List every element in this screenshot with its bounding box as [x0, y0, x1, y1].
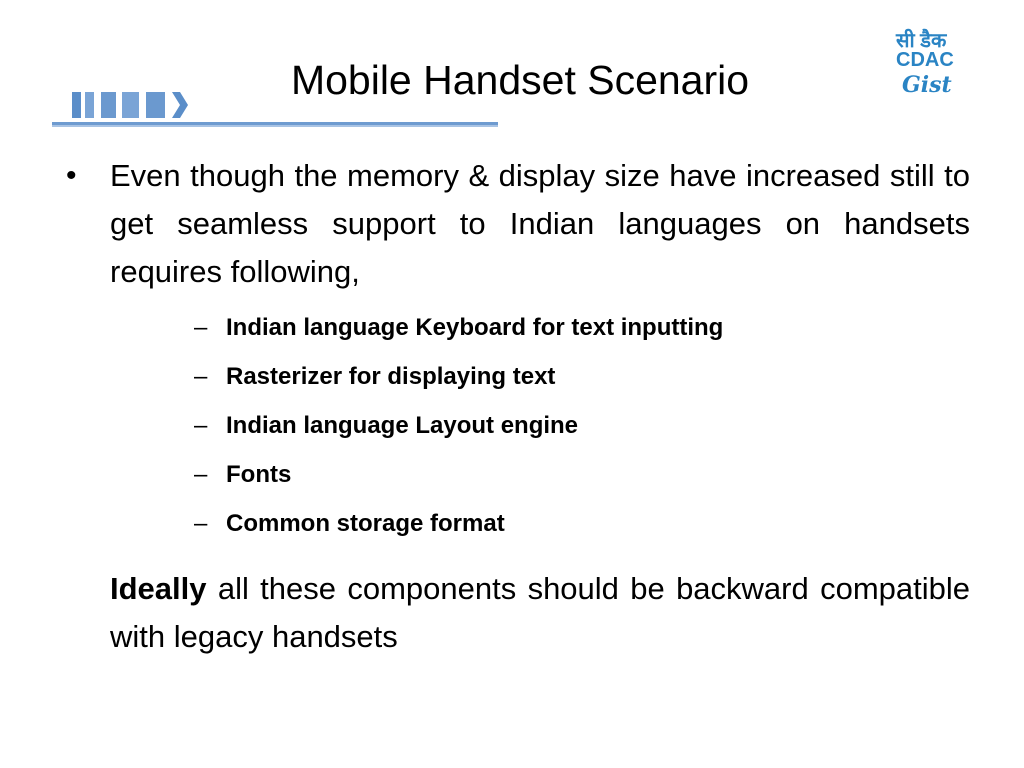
list-item-text: Indian language Layout engine [226, 412, 579, 439]
ideal-rest-text: all these components should be backward compatible with legacy handsets [110, 571, 970, 654]
list-item [66, 355, 970, 404]
sub-bullet-list [66, 306, 970, 551]
dash-icon: – [194, 363, 208, 390]
dash-icon: – [194, 412, 208, 439]
slide-content [66, 152, 970, 661]
slide-title: Mobile Handset Scenario [290, 57, 750, 103]
ideal-bold-word: Ideally [110, 571, 207, 606]
list-item-text: Common storage format [226, 510, 505, 537]
logo-gist-text: Gist [902, 72, 952, 98]
bullet-dot-icon: • [66, 159, 77, 192]
cdac-gist-logo [888, 24, 970, 106]
dash-icon: – [194, 314, 208, 341]
list-item [66, 404, 970, 453]
logo-cdac-text: CDAC [896, 49, 954, 71]
list-item-text: Rasterizer for displaying text [226, 363, 556, 390]
main-bullet [66, 152, 970, 296]
dash-icon: – [194, 510, 208, 537]
list-item-text: Fonts [226, 461, 292, 488]
list-item-text: Indian language Keyboard for text inputting [226, 314, 724, 341]
list-item [66, 306, 970, 355]
list-item [66, 453, 970, 502]
logo-hindi-text: सी डैक [896, 30, 947, 52]
main-bullet-text: Even though the memory & display size have increased still to get seamless support to Indian languages on handsets requires following, [110, 158, 970, 289]
list-item [66, 502, 970, 551]
ideal-paragraph [66, 565, 970, 661]
dash-icon: – [194, 461, 208, 488]
